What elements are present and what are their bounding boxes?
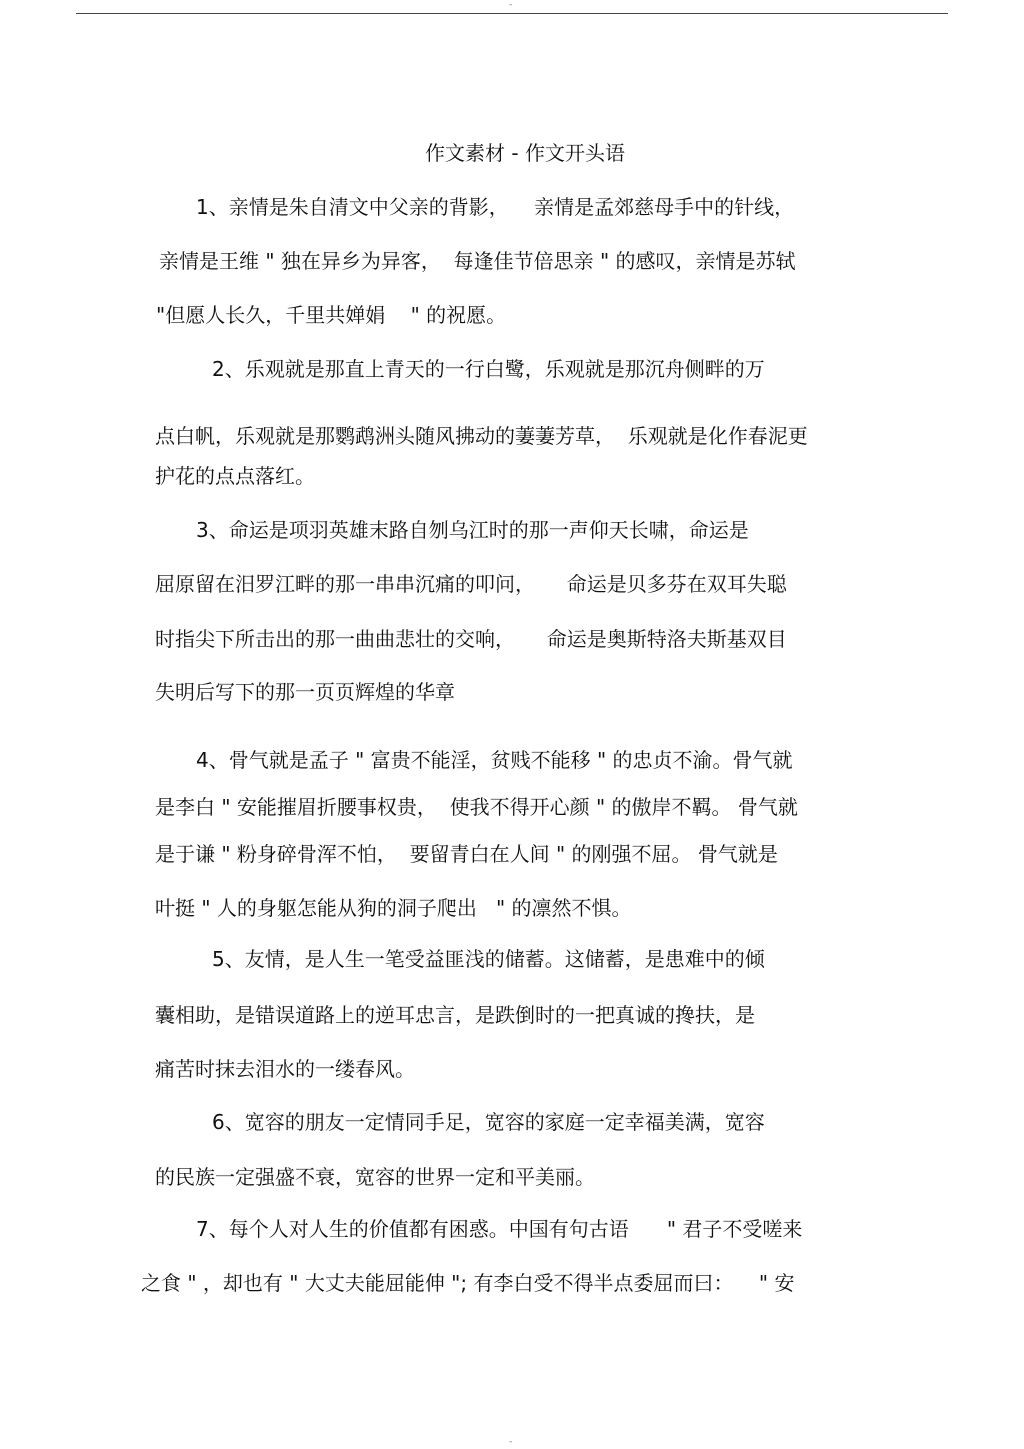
paragraph-4-line-3: 是于谦 " 粉身碎骨浑不怕， 要留青白在人间 " 的刚强不屈。 骨气就是 xyxy=(155,842,778,866)
paragraph-6-line-1: 6、宽容的朋友一定情同手足，宽容的家庭一定幸福美满，宽容 xyxy=(212,1110,765,1134)
paragraph-4-line-1: 4、骨气就是孟子 " 富贵不能淫，贫贱不能移 " 的忠贞不渝。骨气就 xyxy=(196,748,793,772)
paragraph-5-line-3: 痛苦时抹去泪水的一缕春风。 xyxy=(155,1057,415,1081)
header-rule xyxy=(76,13,948,14)
paragraph-2-line-1: 2、乐观就是那直上青天的一行白鹭，乐观就是那沉舟侧畔的万 xyxy=(212,357,765,381)
document-title: 作文素材 - 作文开头语 xyxy=(425,141,625,165)
paragraph-4-line-2: 是李白 " 安能摧眉折腰事权贵， 使我不得开心颜 " 的傲岸不羁。 骨气就 xyxy=(155,795,798,819)
paragraph-2-line-2: 点白帆，乐观就是那鹦鹉洲头随风拂动的萋萋芳草， 乐观就是化作春泥更 xyxy=(155,424,808,448)
paragraph-5-line-1: 5、友情，是人生一笔受益匪浅的储蓄。这储蓄，是患难中的倾 xyxy=(212,947,765,971)
paragraph-4-line-4: 叶挺 " 人的身躯怎能从狗的洞子爬出 " 的凛然不惧。 xyxy=(155,896,632,920)
paragraph-7-line-2: 之食 " ，却也有 " 大丈夫能屈能伸 "; 有李白受不得半点委屈而曰： " 安 xyxy=(141,1271,795,1295)
paragraph-3-line-3: 时指尖下所击出的那一曲曲悲壮的交响， 命运是奥斯特洛夫斯基双目 xyxy=(155,627,787,651)
paragraph-3-line-2: 屈原留在汨罗江畔的那一串串沉痛的叩问， 命运是贝多芬在双耳失聪 xyxy=(155,572,787,596)
paragraph-1-line-2: 亲情是王维 " 独在异乡为异客， 每逢佳节倍思亲 " 的感叹，亲情是苏轼 xyxy=(159,249,796,273)
page-header-mark: - xyxy=(509,0,513,10)
paragraph-1-line-1: 1、亲情是朱自清文中父亲的背影， 亲情是孟郊慈母手中的针线， xyxy=(196,195,795,219)
paragraph-1-line-3: "但愿人长久，千里共婵娟 " 的祝愿。 xyxy=(156,303,507,327)
paragraph-3-line-4: 失明后写下的那一页页辉煌的华章 xyxy=(155,680,455,704)
paragraph-6-line-2: 的民族一定强盛不衰，宽容的世界一定和平美丽。 xyxy=(155,1165,595,1189)
page-footer-mark: - xyxy=(509,1437,513,1447)
paragraph-2-line-3: 护花的点点落红。 xyxy=(155,464,315,488)
paragraph-3-line-1: 3、命运是项羽英雄末路自刎乌江时的那一声仰天长啸，命运是 xyxy=(196,518,749,542)
paragraph-7-line-1: 7、每个人对人生的价值都有困惑。中国有句古语 " 君子不受嗟来 xyxy=(196,1217,803,1241)
paragraph-5-line-2: 囊相助，是错误道路上的逆耳忠言，是跌倒时的一把真诚的搀扶，是 xyxy=(155,1003,755,1027)
